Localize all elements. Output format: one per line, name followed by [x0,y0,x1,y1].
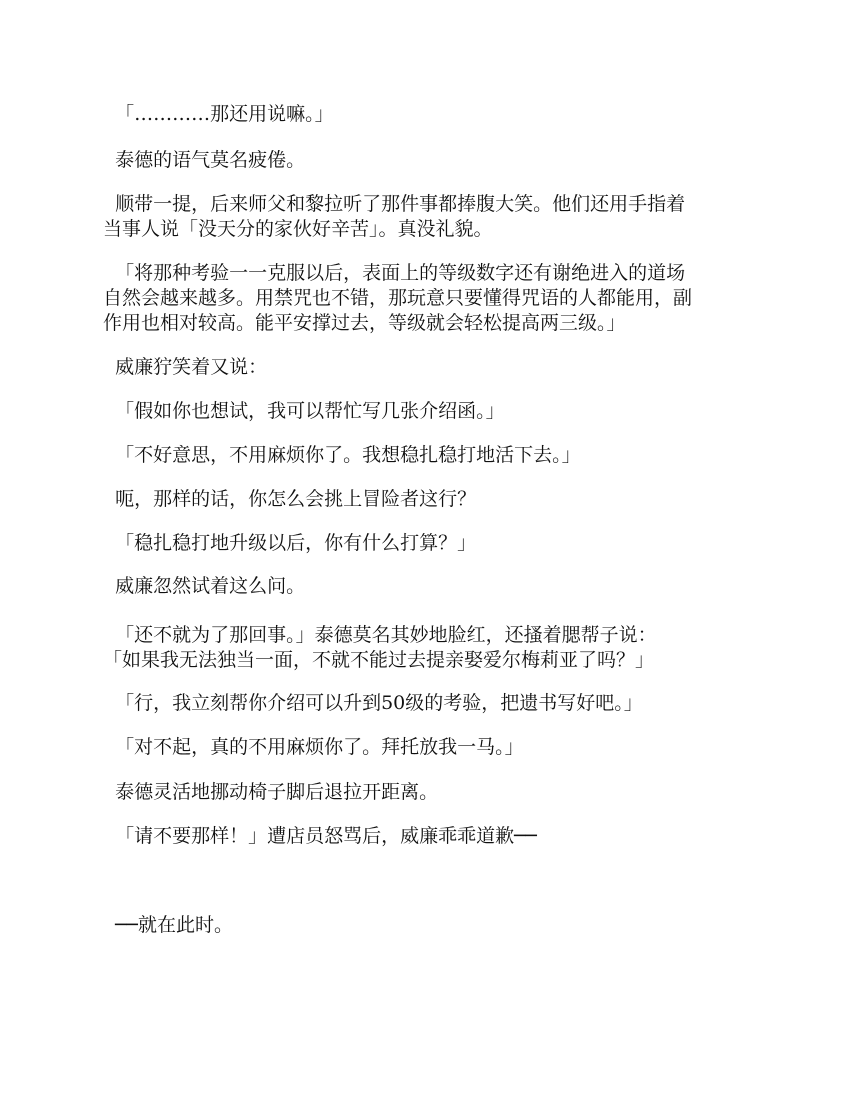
text-line: 「行，我立刻帮你介绍可以升到50级的考验，把遗书写好吧。」 [103,692,643,714]
text-line: 泰德的语气莫名疲倦。 [103,149,306,171]
text-line: 威廉狞笑着又说： [103,356,268,378]
text-line: 呃，那样的话，你怎么会挑上冒险者这行？ [103,488,477,510]
text-line: 「还不就为了那回事。」泰德莫名其妙地脸红，还搔着腮帮子说： [103,624,657,646]
text-line: 泰德灵活地挪动椅子脚后退拉开距离。 [103,781,439,803]
text-line: 作用也相对较高。能平安撑过去，等级就会轻松提高两三级。」 [103,312,626,334]
text-line: ──就在此时。 [103,914,233,936]
text-line: 「如果我无法独当一面，不就不能过去提亲娶爱尔梅莉亚了吗？」 [103,649,655,671]
text-line: 「请不要那样！」遭店员怒骂后，威廉乖乖道歉── [103,825,537,847]
text-line: 「稳扎稳打地升级以后，你有什么打算？」 [103,532,477,554]
text-line: 「假如你也想试，我可以帮忙写几张介绍函。」 [103,400,505,422]
text-line: 「对不起，真的不用麻烦你了。拜托放我一马。」 [103,736,524,758]
text-line: 顺带一提，后来师父和黎拉听了那件事都捧腹大笑。他们还用手指着 [103,193,686,215]
text-line: 「不好意思，不用麻烦你了。我想稳扎稳打地活下去。」 [103,444,581,466]
text-line: 自然会越来越多。用禁咒也不错，那玩意只要懂得咒语的人都能用，副 [103,287,693,309]
text-line: 「将那种考验一一克服以后，表面上的等级数字还有谢绝进入的道场 [103,262,686,284]
text-line: 当事人说「没天分的家伙好辛苦」。真没礼貌。 [103,218,493,240]
text-line: 威廉忽然试着这么问。 [103,575,306,597]
text-line: 「…………那还用说嘛。」 [103,103,334,125]
